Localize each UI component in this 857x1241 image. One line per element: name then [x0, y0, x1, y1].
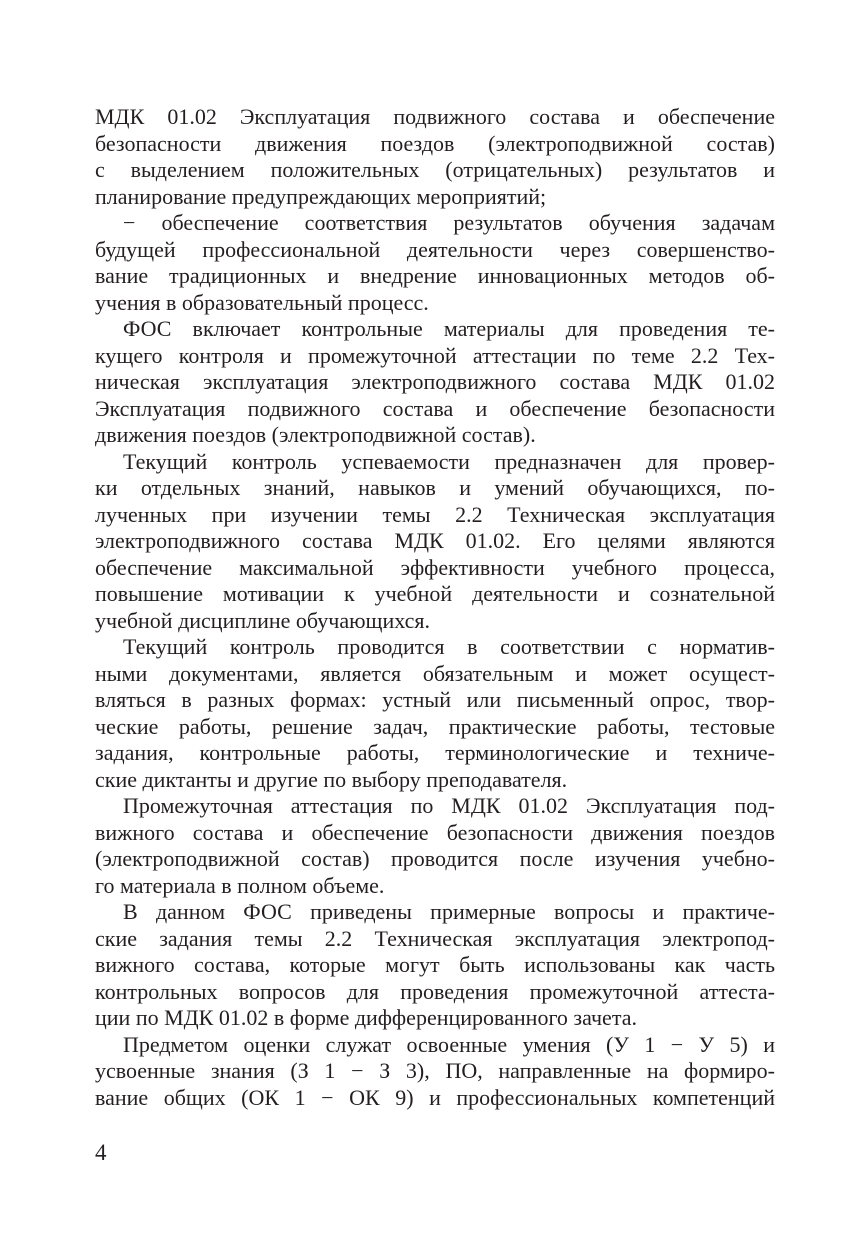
paragraph [95, 634, 775, 793]
text-line: задания, контрольные работы, терминологические и техниче- [95, 740, 775, 765]
text-line: го материала в полном объеме. [95, 872, 385, 898]
text-line: вижного состава и обеспечение безопасности движения поездов [95, 819, 775, 845]
paragraph [95, 793, 775, 899]
text-line: вание традиционных и внедрение инновационных методов об- [95, 263, 775, 288]
text-line: ФОС включает контрольные материалы для проведения те- [123, 316, 775, 341]
text-line: ческие работы, решение задач, практические работы, тестовые [95, 713, 775, 739]
paragraph [95, 449, 775, 635]
text-line: контрольных вопросов для проведения промежуточной аттеста- [95, 978, 775, 1004]
text-line: Предметом оценки служат освоенные умения (У 1 − У 5) и [123, 1031, 775, 1057]
text-line: В данном ФОС приведены примерные вопросы и практиче- [123, 899, 775, 924]
paragraph [95, 1032, 775, 1112]
text-line: обеспечение максимальной эффективности учебного процесса, [95, 554, 775, 580]
text-line: повышение мотивации к учебной деятельности и сознательной [95, 581, 775, 606]
text-line: ции по МДК 01.02 в форме дифференцированного зачета. [95, 1005, 637, 1030]
text-line: усвоенные знания (З 1 − З 3), ПО, направленные на формиро- [95, 1058, 775, 1083]
text-line: ские диктанты и другие по выбору преподавателя. [95, 766, 568, 792]
text-line: вание общих (ОК 1 − ОК 9) и профессиональных компетенций [95, 1084, 775, 1110]
text-line: лученных при изучении темы 2.2 Техническая эксплуатация [95, 501, 775, 527]
text-line: Эксплуатация подвижного состава и обеспечение безопасности [95, 395, 775, 421]
text-line: МДК 01.02 Эксплуатация подвижного состава и обеспечение [95, 104, 775, 129]
paragraph [95, 316, 775, 449]
paragraph [95, 899, 775, 1032]
text-line: Промежуточная аттестация по МДК 01.02 Эксплуатация под- [123, 793, 775, 818]
text-line: Текущий контроль успеваемости предназначен для провер- [123, 448, 775, 474]
text-line: вижного состава, которые могут быть использованы как часть [95, 952, 775, 977]
text-line: с выделением положительных (отрицательных) результатов и [95, 157, 775, 182]
page-number: 4 [95, 1140, 107, 1165]
text-line: ными документами, является обязательным и может осущест- [95, 660, 775, 686]
text-line: ские задания темы 2.2 Техническая эксплуатация электропод- [95, 925, 775, 951]
paragraph [95, 104, 775, 210]
text-line: (электроподвижной состав) проводится после изучения учебно- [95, 846, 775, 871]
text-line: вляться в разных формах: устный или письменный опрос, твор- [95, 687, 775, 712]
text-line: будущей профессиональной деятельности через совершенство- [95, 236, 775, 262]
text-line: Текущий контроль проводится в соответствии с норматив- [123, 634, 775, 659]
text-line: − обеспечение соответствия результатов обучения задачам [123, 210, 775, 235]
document-body [95, 104, 775, 1111]
paragraph [95, 210, 775, 316]
text-line: кущего контроля и промежуточной аттестации по теме 2.2 Тех- [95, 342, 775, 368]
text-line: безопасности движения поездов (электроподвижной состав) [95, 130, 775, 156]
text-line: ки отдельных знаний, навыков и умений обучающихся, по- [95, 475, 775, 500]
text-line: движения поездов (электроподвижной состав). [95, 422, 536, 447]
text-line: электроподвижного состава МДК 01.02. Его целями являются [95, 528, 775, 553]
text-line: планирование предупреждающих мероприятий; [95, 183, 547, 209]
text-line: ническая эксплуатация электроподвижного состава МДК 01.02 [95, 369, 775, 394]
text-line: учебной дисциплине обучающихся. [95, 607, 430, 633]
text-line: учения в образовательный процесс. [95, 289, 429, 315]
